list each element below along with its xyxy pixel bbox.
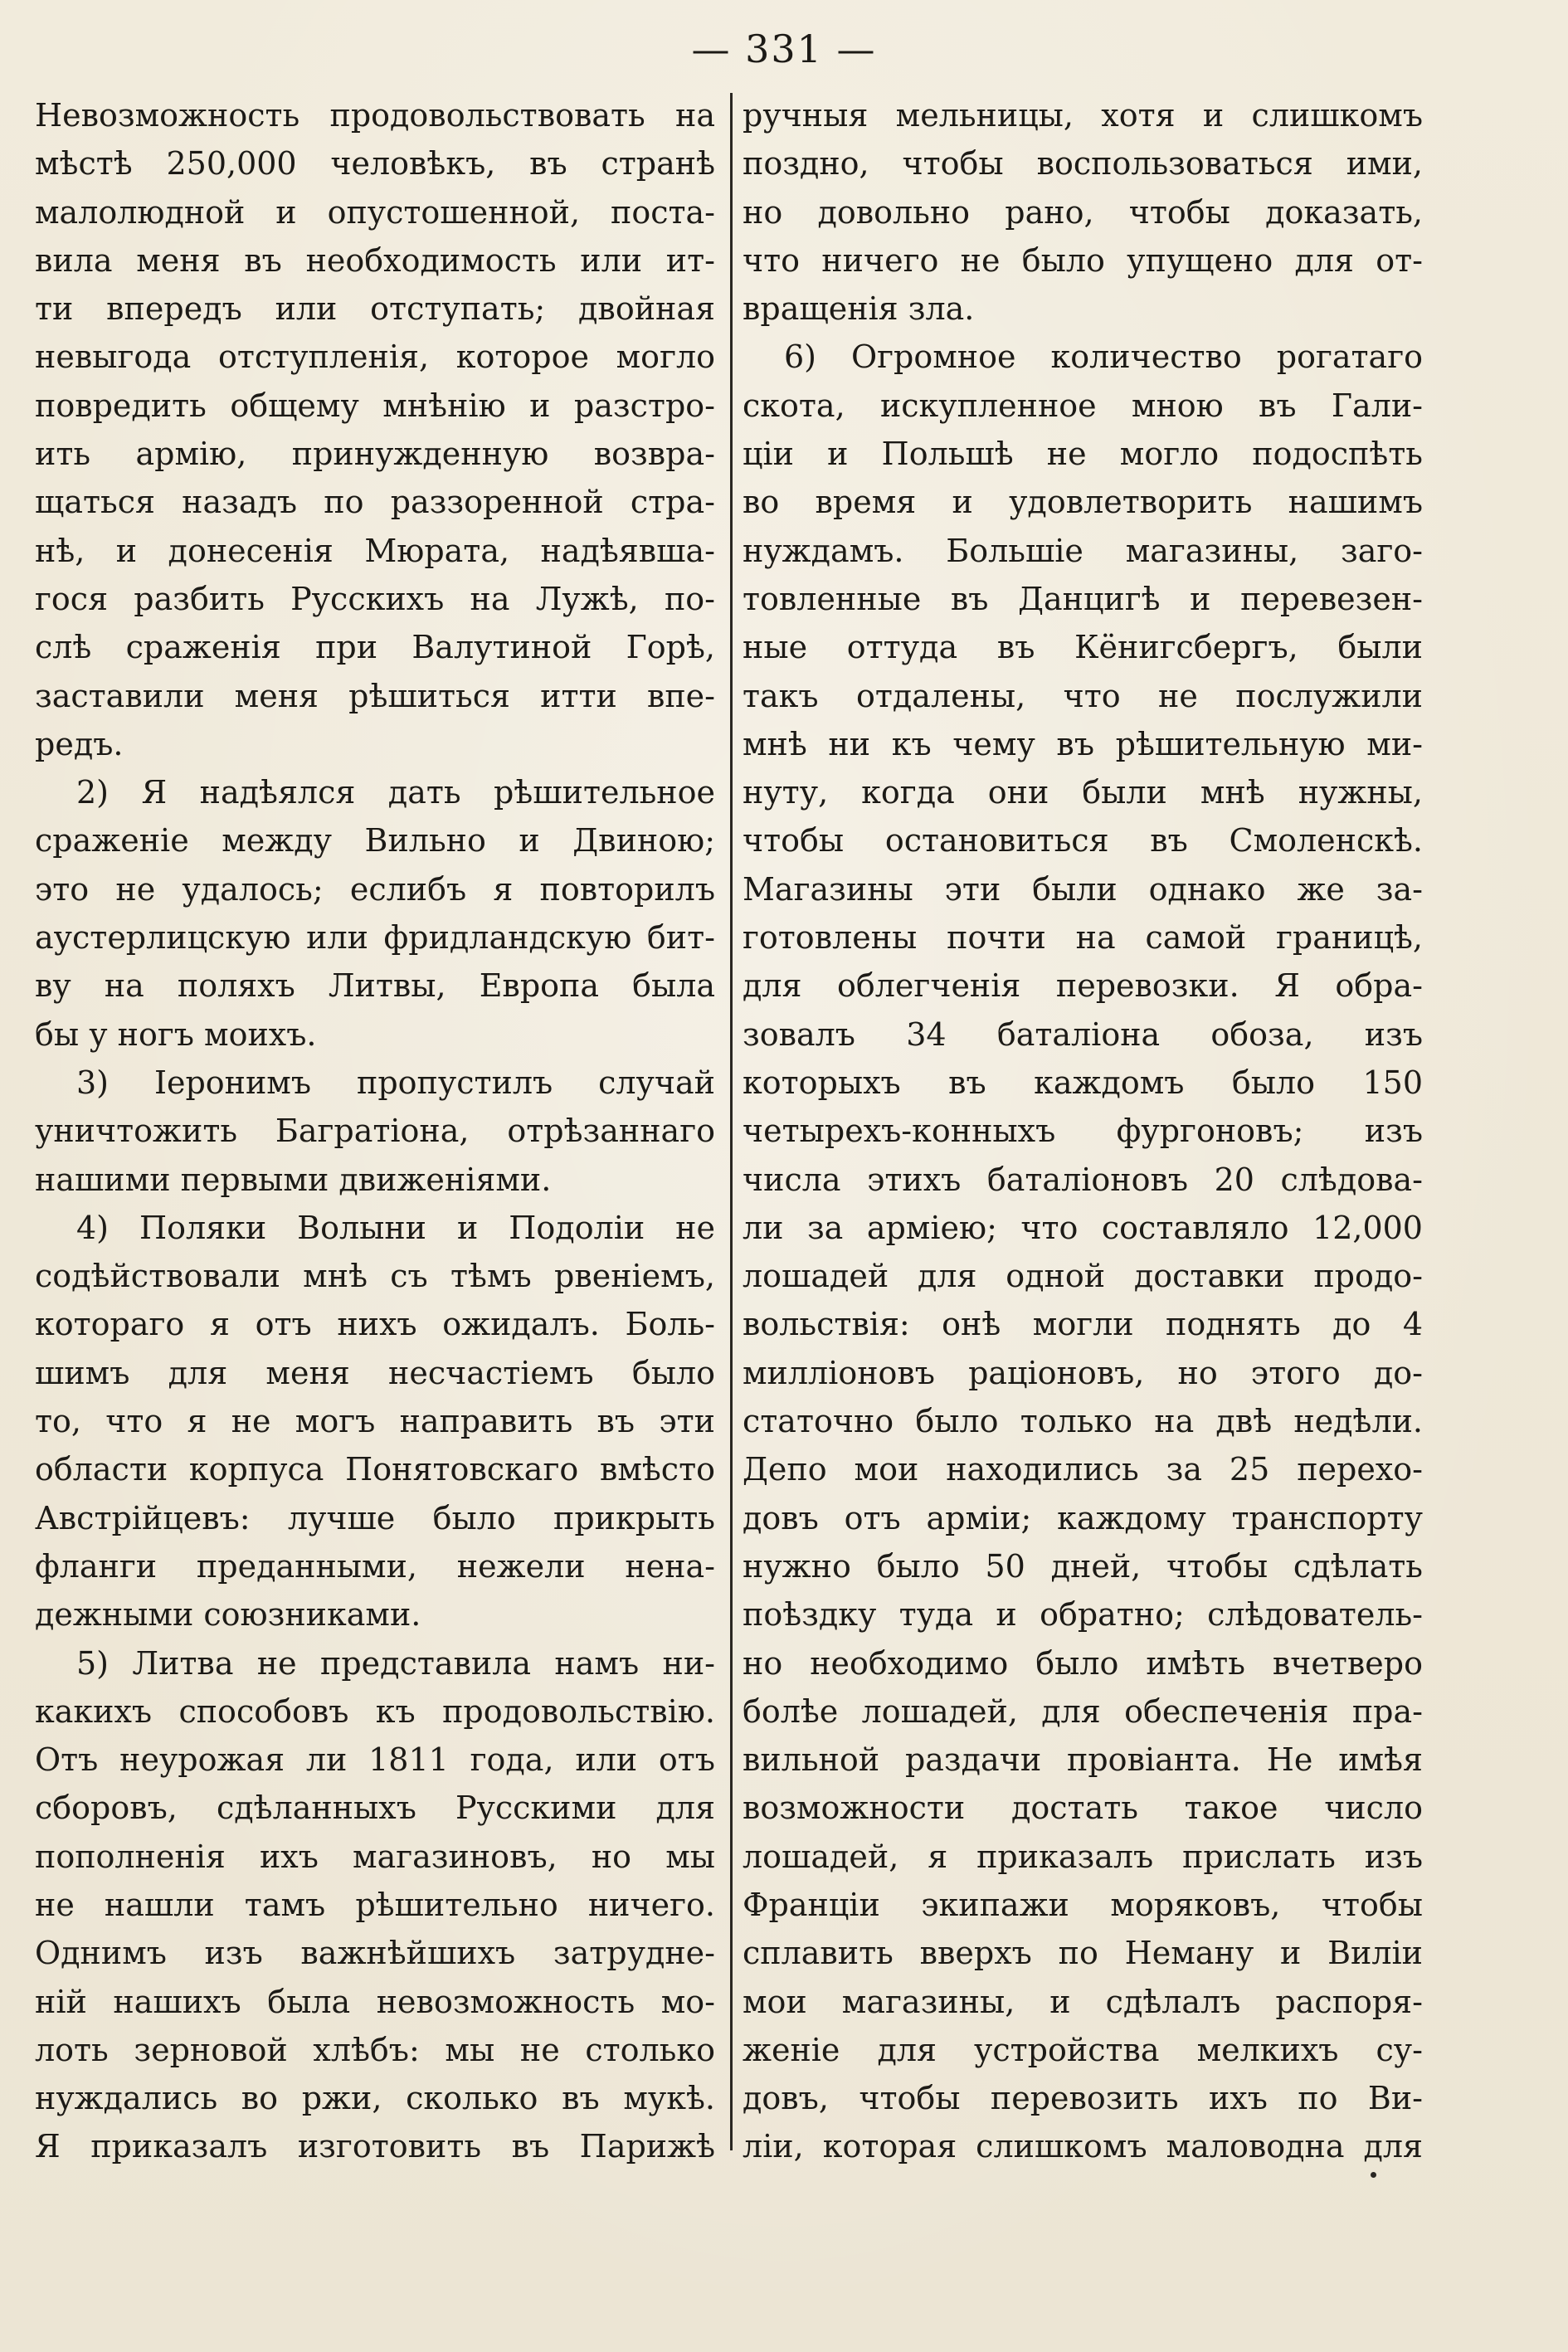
text-line: шимъ для меня несчастіемъ было [35, 1354, 715, 1391]
text-line: щаться назадъ по раззоренной стра- [35, 484, 715, 521]
text-line: вращенія зла. [743, 290, 975, 328]
text-line: уничтожить Багратіона, отрѣзаннаго [35, 1113, 715, 1150]
text-line: вила меня въ необходимость или ит- [35, 241, 715, 279]
text-line: ручныя мельницы, хотя и слишкомъ [743, 97, 1423, 134]
text-line: сборовъ, сдѣланныхъ Русскими для [35, 1790, 715, 1827]
text-line: Магазины эти были однако же за- [743, 870, 1423, 908]
text-line: аустерлицскую или фридландскую бит- [35, 919, 715, 957]
text-line: 5) Литва не представила намъ ни- [76, 1644, 715, 1682]
text-line: возможности достать такое число [743, 1790, 1423, 1827]
text-line: мои магазины, и сдѣлалъ распоря- [743, 1983, 1423, 2020]
text-line: болѣе лошадей, для обеспеченія пра- [743, 1692, 1423, 1730]
text-line: милліоновъ раціоновъ, но этого до- [743, 1354, 1423, 1391]
ink-speck [1371, 2172, 1376, 2178]
text-line: для облегченія перевозки. Я обра- [743, 967, 1423, 1005]
text-line: которыхъ въ каждомъ было 150 [743, 1064, 1423, 1101]
text-line: Однимъ изъ важнѣйшихъ затрудне- [35, 1935, 715, 1972]
column-divider [730, 93, 733, 2150]
text-line: такъ отдалены, что не послужили [743, 677, 1423, 714]
page-number: — 331 — [691, 27, 877, 71]
text-line: Австрійцевъ: лучше было прикрыть [35, 1499, 715, 1536]
text-line: вольствія: онѣ могли поднять до 4 [743, 1306, 1423, 1343]
text-line: содѣйствовали мнѣ съ тѣмъ рвеніемъ, [35, 1258, 715, 1295]
text-line: 3) Іеронимъ пропустилъ случай [76, 1064, 715, 1101]
text-line: довъ отъ арміи; каждому транспорту [743, 1499, 1423, 1536]
text-line: не нашли тамъ рѣшительно ничего. [35, 1886, 715, 1923]
text-line: во время и удовлетворить нашимъ [743, 484, 1423, 521]
text-line: сплавить вверхъ по Неману и Виліи [743, 1935, 1423, 1972]
text-line: заставили меня рѣшиться итти впе- [35, 677, 715, 714]
text-line: чтобы остановиться въ Смоленскѣ. [743, 822, 1423, 859]
text-line: редъ. [35, 725, 124, 762]
text-line: что ничего не было упущено для от- [743, 241, 1423, 279]
text-line: ву на поляхъ Литвы, Европа была [35, 967, 715, 1005]
text-line: области корпуса Понятовскаго вмѣсто [35, 1451, 715, 1488]
text-line: четырехъ-конныхъ фургоновъ; изъ [743, 1113, 1423, 1150]
text-line: это не удалось; еслибъ я повторилъ [35, 870, 715, 908]
text-line: ній нашихъ была невозможность мо- [35, 1983, 715, 2020]
text-line: но необходимо было имѣть вчетверо [743, 1644, 1423, 1682]
text-line: лошадей для одной доставки продо- [743, 1258, 1423, 1295]
text-line: ліи, которая слишкомъ маловодна для [743, 2128, 1423, 2165]
text-line: лоть зерновой хлѣбъ: мы не столько [35, 2031, 715, 2068]
text-line: Отъ неурожая ли 1811 года, или отъ [35, 1741, 715, 1779]
text-line: гося разбить Русскихъ на Лужѣ, по- [35, 580, 715, 617]
text-line: нужно было 50 дней, чтобы сдѣлать [743, 1547, 1423, 1585]
text-line: статочно было только на двѣ недѣли. [743, 1403, 1423, 1440]
text-line: Франціи экипажи моряковъ, чтобы [743, 1886, 1423, 1923]
text-line: но довольно рано, чтобы доказать, [743, 193, 1423, 231]
text-line: мнѣ ни къ чему въ рѣшительную ми- [743, 725, 1423, 762]
text-line: Я приказалъ изготовить въ Парижѣ [35, 2128, 715, 2165]
text-line: фланги преданными, нежели нена- [35, 1547, 715, 1585]
text-line: повредить общему мнѣнію и разстро- [35, 387, 715, 424]
text-line: бы у ногъ моихъ. [35, 1015, 317, 1053]
text-line: поздно, чтобы воспользоваться ими, [743, 145, 1423, 183]
text-line: довъ, чтобы перевозить ихъ по Ви- [743, 2080, 1423, 2117]
left-text-column [35, 91, 715, 2265]
text-line: товленные въ Данцигѣ и перевезен- [743, 580, 1423, 617]
text-line: малолюдной и опустошенной, поста- [35, 193, 715, 231]
text-line: ти впередъ или отступать; двойная [35, 290, 715, 328]
text-line: 4) Поляки Волыни и Подоліи не [76, 1209, 715, 1246]
text-line: нашими первыми движеніями. [35, 1161, 552, 1198]
text-line: сраженіе между Вильно и Двиною; [35, 822, 715, 859]
text-line: женіе для устройства мелкихъ су- [743, 2031, 1423, 2068]
text-line: нуту, когда они были мнѣ нужны, [743, 774, 1423, 811]
text-line: нуждамъ. Большіе магазины, заго- [743, 532, 1423, 569]
text-line: какихъ способовъ къ продовольствію. [35, 1692, 715, 1730]
right-text-column [743, 91, 1423, 2265]
text-line: дежными союзниками. [35, 1596, 421, 1634]
text-line: ціи и Польшѣ не могло подоспѣть [743, 436, 1423, 473]
text-line: вильной раздачи провіанта. Не имѣя [743, 1741, 1423, 1779]
text-line: поѣздку туда и обратно; слѣдователь- [743, 1596, 1423, 1634]
text-line: Невозможность продовольствовать на [35, 97, 715, 134]
text-line: ить армію, принужденную возвра- [35, 436, 715, 473]
text-line: скота, искупленное мною въ Гали- [743, 387, 1423, 424]
text-line: ные оттуда въ Кёнигсбергъ, были [743, 629, 1423, 666]
text-line: невыгода отступленія, которое могло [35, 338, 715, 376]
text-line: 2) Я надѣялся дать рѣшительное [76, 774, 715, 811]
text-line: то, что я не могъ направить въ эти [35, 1403, 715, 1440]
text-line: 6) Огромное количество рогатаго [784, 338, 1423, 376]
text-line: готовлены почти на самой границѣ, [743, 919, 1423, 957]
text-line: котораго я отъ нихъ ожидалъ. Боль- [35, 1306, 715, 1343]
text-line: нѣ, и донесенія Мюрата, надѣявша- [35, 532, 715, 569]
text-line: слѣ сраженія при Валутиной Горѣ, [35, 629, 715, 666]
text-line: пополненія ихъ магазиновъ, но мы [35, 1838, 715, 1875]
text-line: ли за арміею; что составляло 12,000 [743, 1209, 1423, 1246]
text-line: числа этихъ баталіоновъ 20 слѣдова- [743, 1161, 1423, 1198]
text-line: зовалъ 34 баталіона обоза, изъ [743, 1015, 1423, 1053]
text-line: лошадей, я приказалъ прислать изъ [743, 1838, 1423, 1875]
text-line: Депо мои находились за 25 перехо- [743, 1451, 1423, 1488]
text-line: мѣстѣ 250,000 человѣкъ, въ странѣ [35, 145, 715, 183]
text-line: нуждались во ржи, сколько въ мукѣ. [35, 2080, 715, 2117]
